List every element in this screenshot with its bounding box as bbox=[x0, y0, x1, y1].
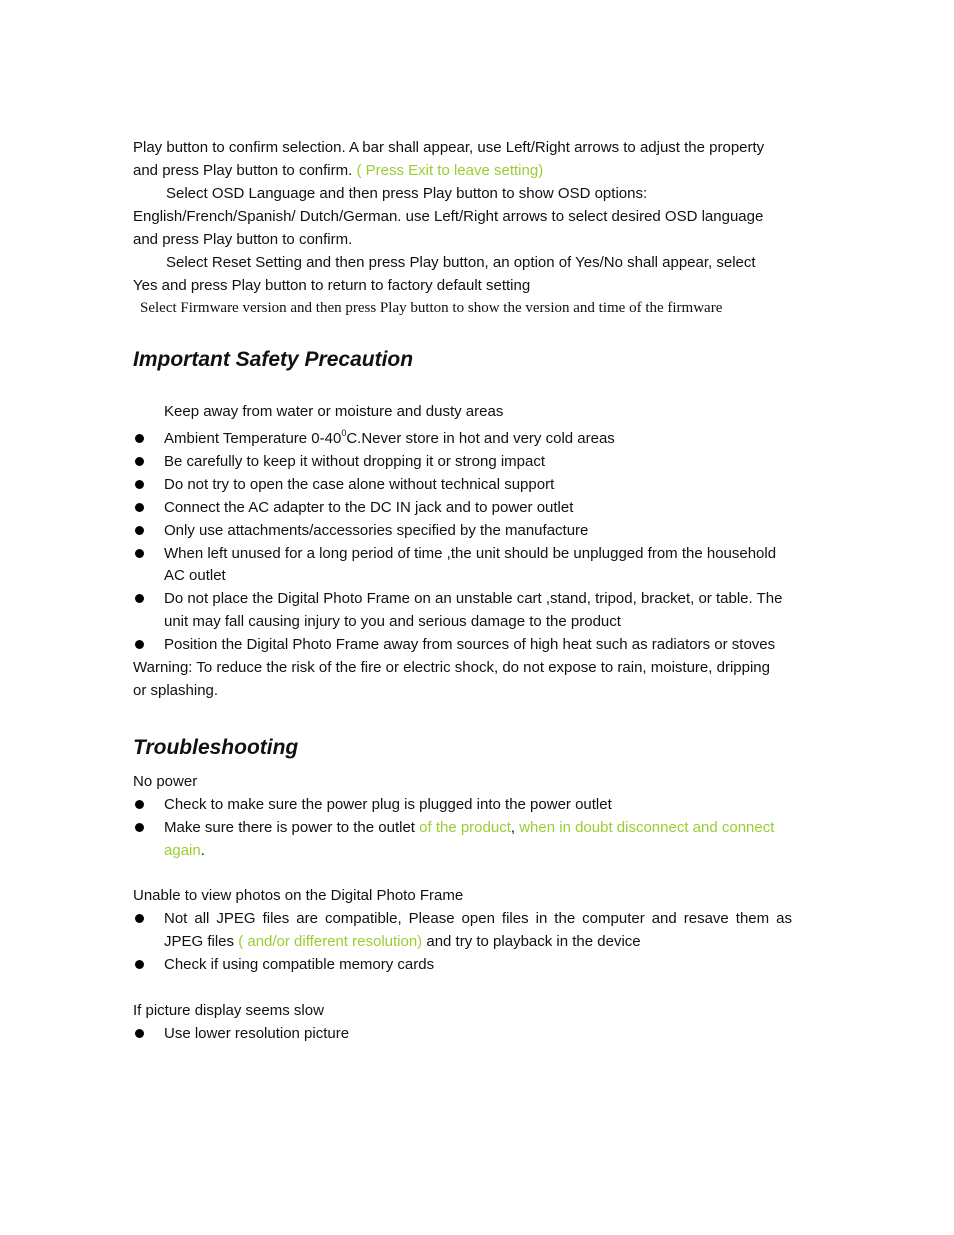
highlighted-note: of the product bbox=[419, 819, 511, 836]
list-item: Use lower resolution picture bbox=[164, 1025, 350, 1042]
bullet-icon bbox=[135, 549, 144, 558]
bullet-icon bbox=[135, 800, 144, 809]
intro-line: Play button to confirm selection. A bar shall appear, use Left/Right arrows to adjust the property bbox=[133, 139, 765, 156]
list-text: , bbox=[510, 819, 520, 836]
temperature-text: C.Never store in hot and very cold areas bbox=[346, 430, 615, 447]
superscript: 0 bbox=[341, 428, 347, 438]
intro-line: Select OSD Language and then press Play button to show OSD options: bbox=[166, 185, 648, 202]
subsection-title: If picture display seems slow bbox=[133, 1002, 324, 1019]
highlighted-note: ( and/or different resolution) bbox=[238, 933, 423, 950]
list-item: Not all JPEG files are compatible, Please open files in the computer and resave them as bbox=[164, 910, 792, 927]
list-item: Only use attachments/accessories specified by the manufacture bbox=[164, 522, 589, 539]
list-item bbox=[164, 816, 792, 839]
bullet-icon bbox=[135, 960, 144, 969]
section-heading-troubleshooting: Troubleshooting bbox=[133, 736, 299, 759]
bullet-icon bbox=[135, 503, 144, 512]
warning-text: or splashing. bbox=[133, 682, 219, 699]
temperature-text: Ambient Temperature 0-40 bbox=[164, 430, 342, 447]
list-item-continuation: AC outlet bbox=[164, 567, 226, 584]
subsection-title: Unable to view photos on the Digital Photo Frame bbox=[133, 887, 464, 904]
bullet-icon bbox=[135, 640, 144, 649]
list-item-continuation bbox=[164, 839, 792, 862]
list-text: . bbox=[200, 842, 205, 859]
intro-line: Select Reset Setting and then press Play button, an option of Yes/No shall appear, select bbox=[166, 254, 756, 271]
intro-line: Yes and press Play button to return to factory default setting bbox=[133, 277, 531, 294]
intro-line: Select Firmware version and then press Play button to show the version and time of the firmware bbox=[140, 300, 723, 316]
bullet-icon bbox=[135, 1029, 144, 1038]
list-text: JPEG files bbox=[164, 933, 239, 950]
subsection-title: No power bbox=[133, 773, 198, 790]
intro-line bbox=[133, 159, 794, 182]
bullet-icon bbox=[135, 457, 144, 466]
intro-line: English/French/Spanish/ Dutch/German. use Left/Right arrows to select desired OSD language bbox=[133, 208, 764, 225]
intro-line: and press Play button to confirm. bbox=[133, 231, 353, 248]
bullet-icon bbox=[135, 823, 144, 832]
list-item: When left unused for a long period of time ,the unit should be unplugged from the household bbox=[164, 545, 777, 562]
bullet-icon bbox=[135, 914, 144, 923]
bullet-icon bbox=[135, 480, 144, 489]
list-item: Check to make sure the power plug is plugged into the power outlet bbox=[164, 796, 612, 813]
list-item: Position the Digital Photo Frame away from sources of high heat such as radiators or stoves bbox=[164, 636, 776, 653]
list-text: Make sure there is power to the outlet bbox=[164, 819, 420, 836]
intro-text: and press Play button to confirm. bbox=[133, 162, 357, 179]
highlighted-note: ( Press Exit to leave setting) bbox=[356, 162, 544, 179]
bullet-icon bbox=[135, 594, 144, 603]
list-item: Connect the AC adapter to the DC IN jack and to power outlet bbox=[164, 499, 574, 516]
section-heading-safety: Important Safety Precaution bbox=[133, 348, 414, 371]
list-item: Check if using compatible memory cards bbox=[164, 956, 435, 973]
highlighted-note: when in doubt disconnect and connect bbox=[519, 819, 775, 836]
list-item: Do not place the Digital Photo Frame on an unstable cart ,stand, tripod, bracket, or table. The bbox=[164, 590, 783, 607]
bullet-icon bbox=[135, 434, 144, 443]
list-item: Keep away from water or moisture and dusty areas bbox=[164, 403, 504, 420]
list-item bbox=[164, 427, 792, 450]
list-text: and try to playback in the device bbox=[422, 933, 641, 950]
bullet-icon bbox=[135, 526, 144, 535]
list-item: Do not try to open the case alone without technical support bbox=[164, 476, 555, 493]
list-item-continuation: unit may fall causing injury to you and serious damage to the product bbox=[164, 613, 621, 630]
highlighted-note: again bbox=[164, 842, 201, 859]
list-item-continuation bbox=[164, 930, 792, 953]
list-item: Be carefully to keep it without dropping it or strong impact bbox=[164, 453, 546, 470]
warning-text: Warning: To reduce the risk of the fire or electric shock, do not expose to rain, moisture, dripping bbox=[133, 659, 770, 676]
